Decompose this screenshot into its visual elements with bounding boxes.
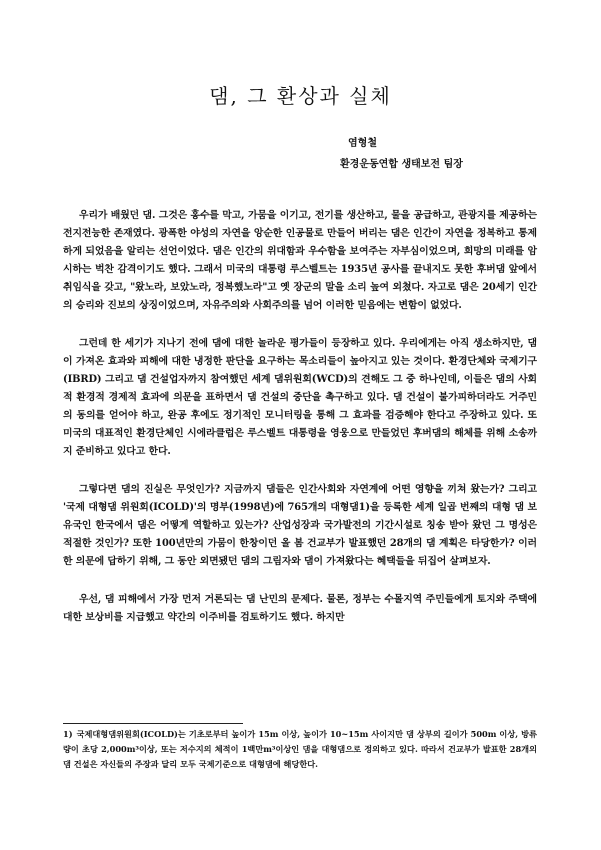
article-body — [63, 207, 537, 647]
footnote-marker: 1) — [63, 729, 73, 739]
footnote — [63, 727, 537, 772]
author-affiliation: 환경운동연합 생태보전 팀장 — [340, 159, 463, 170]
footnote-divider — [63, 723, 243, 724]
footnote-text: 국제대형댐위원회(ICOLD)는 기초로부터 높이가 15m 이상, 높이가 10~15m 사이지만 댐 상부의 길이가 500m 이상, 방류량이 초당 2,000m³이상, 또는 저수지의 체적이 1백만m³이상인 댐을 대형댐으로 정의하고 있다. 따라서 건교부가 발표한 28개의 댐 건설은 자신들의 주장과 달리 모두 국제기준으로 대형댐에 해당한다. — [63, 729, 537, 769]
page-title: 댐, 그 환상과 실체 — [209, 84, 392, 108]
paragraph-4: 우선, 댐 피해에서 가장 먼저 거론되는 댐 난민의 문제다. 물론, 정부는 수몰지역 주민들에게 토지와 주택에 대한 보상비를 지급했고 약간의 이주비를 검토하기도 했다. 하지만 — [63, 594, 537, 623]
paragraph-1: 우리가 배웠던 댐. 그것은 홍수를 막고, 가뭄을 이기고, 전기를 생산하고, 물을 공급하고, 관광지를 제공하는 전지전능한 존재였다. 광폭한 야성의 자연을 앙순한 인공물로 만들어 버리는 댐은 인간이 자연을 정복하고 통제하게 되었음을 알리는 선언이었다. 댐은 인간의 위대함과 우수함을 보여주는 자부심이었으며, 희망의 미래를 암시하는 벅찬 감격이기도 했다. 그래서 미국의 대통령 루스벨트는 1935년 공사를 끝내지도 못한 후버댐 앞에서 취임식을 갖고, "왔노라, 보았노라, 정복했노라"고 옛 장군의 말을 소리 높여 외쳤다. 자고로 댐은 20세기 인간의 승리와 진보의 상징이었으며, 자유주의와 사회주의를 넘어 이러한 믿음에는 변함이 없었다. — [63, 210, 537, 311]
author-name: 염형철 — [348, 138, 377, 149]
paragraph-3: 그렇다면 댐의 진실은 무엇인가? 지금까지 댐들은 인간사회와 자연계에 어떤 영향을 끼쳐 왔는가? 그리고 '국제 대형댐 위원회(ICOLD)'의 명부(1998년)에 765개의 대형댐1)을 등록한 세계 일곱 번째의 대형 댐 보유국인 한국에서 댐은 어떻게 역할하고 있는가? 산업성장과 국가발전의 기간시설로 칭송 받아 왔던 그 명성은 적절한 것인가? 또한 100년만의 가뭄이 한창이던 올 봄 건교부가 발표했던 28개의 댐 계획은 타당한가? 이러한 의문에 답하기 위해, 그 동안 외면됐던 댐의 그림자와 댐이 가져왔다는 혜택들을 뒤집어 살펴보자. — [63, 484, 537, 567]
paragraph-2: 그런데 한 세기가 지나기 전에 댐에 대한 놀라운 평가들이 등장하고 있다. 우리에게는 아직 생소하지만, 댐이 가져온 효과와 피해에 대한 냉정한 판단을 요구하는 목소리들이 높아지고 있는 것이다. 환경단체와 국제기구(IBRD) 그리고 댐 건설업자까지 참여했던 세계 댐위원회(WCD)의 견해도 그 중 하나인데, 이들은 댐의 사회적 환경적 경제적 효과에 의문을 표하면서 댐 건설의 중단을 촉구하고 있다. 댐 건설이 불가피하더라도 거주민의 동의를 얻어야 하고, 완공 후에도 정기적인 모니터링을 통해 그 효과를 검증해야 한다고 주장하고 있다. 또 미국의 대표적인 환경단체인 시에라클럽은 루스벨트 대통령을 영웅으로 만들었던 후버댐의 해체를 위해 소송까지 준비하고 있다고 한다. — [63, 338, 537, 457]
